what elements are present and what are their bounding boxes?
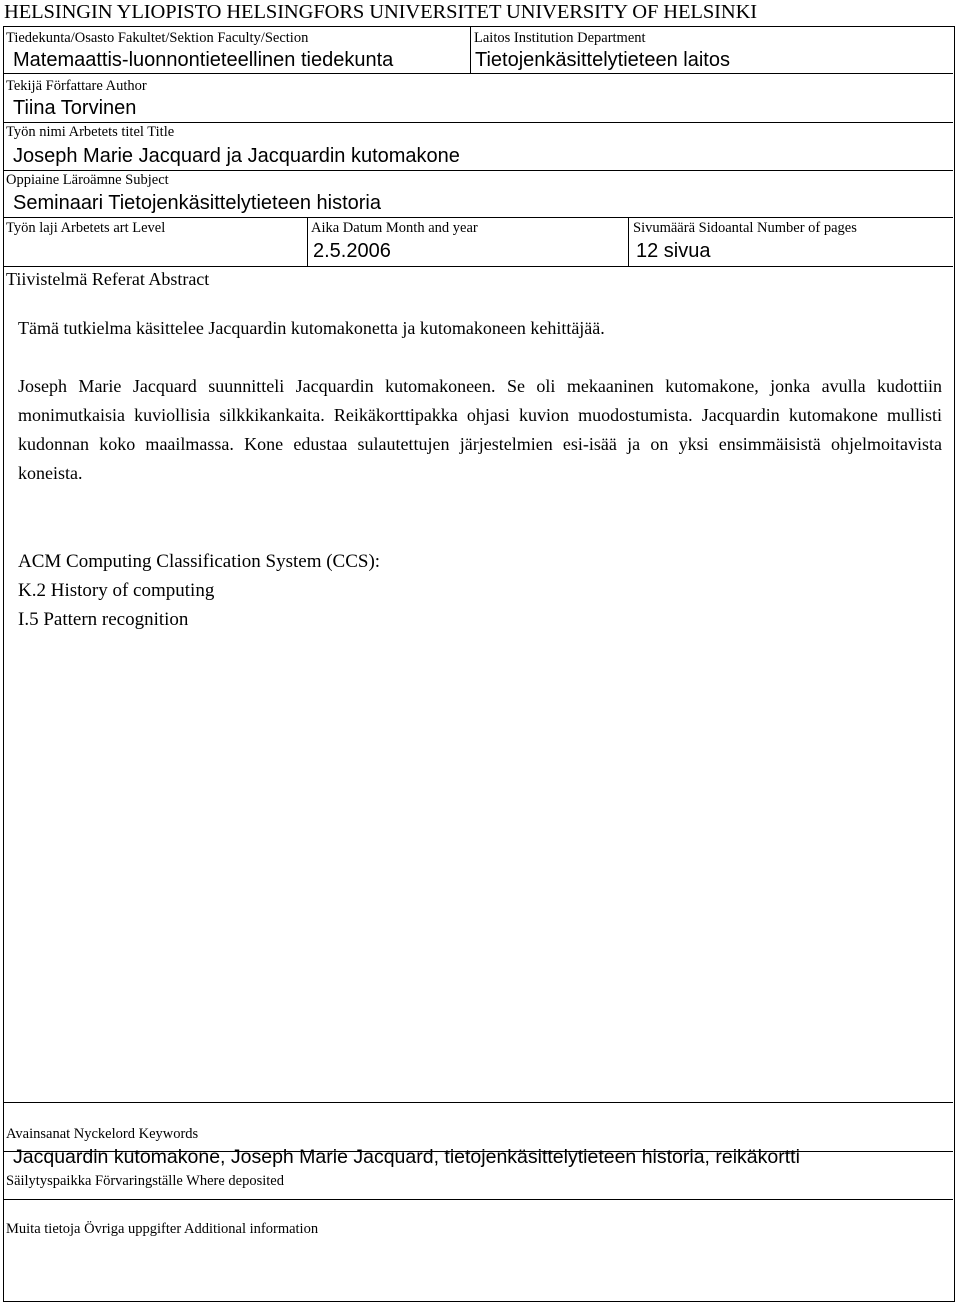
divider xyxy=(4,1199,953,1200)
thesis-abstract-form xyxy=(3,26,955,1302)
divider xyxy=(4,122,953,123)
divider xyxy=(4,217,953,218)
abstract-paragraph: Tämä tutkielma käsittelee Jacquardin kutomakonetta ja kutomakoneen kehittäjää. xyxy=(18,318,605,338)
divider xyxy=(4,73,953,74)
university-header: HELSINGIN YLIOPISTO HELSINGFORS UNIVERSITET UNIVERSITY OF HELSINKI xyxy=(4,1,758,23)
keywords-value: Jacquardin kutomakone, Joseph Marie Jacquard, tietojenkäsittelytieteen historia, reikäkortti xyxy=(13,1146,800,1168)
divider xyxy=(628,217,629,266)
institution-value: Tietojenkäsittelytieteen laitos xyxy=(475,49,730,71)
title-value: Joseph Marie Jacquard ja Jacquardin kutomakone xyxy=(13,145,460,167)
keywords-label: Avainsanat Nyckelord Keywords xyxy=(6,1126,199,1142)
level-label: Työn laji Arbetets art Level xyxy=(6,220,166,236)
title-label: Työn nimi Arbetets titel Title xyxy=(6,124,175,140)
deposited-label: Säilytyspaikka Förvaringställe Where deposited xyxy=(6,1173,284,1189)
abstract-paragraph: Joseph Marie Jacquard suunnitteli Jacquardin kutomakoneen. Se oli mekaaninen kutomakone, jonka avulla kudottiin monimutkaisia kuviollisia silkkikankaita. Reikäkorttipakka ohjasi kuvion muodostumista. Jacquardin kutomakone mullisti kudonnan koko maailmassa. Kone edustaa sulautettujen järjestelmien esi-isää ja on yksi ensimmäisistä ohjelmoitavista koneista. xyxy=(18,376,942,483)
author-label: Tekijä Författare Author xyxy=(6,78,147,94)
author-value: Tiina Torvinen xyxy=(13,97,137,119)
faculty-value: Matemaattis-luonnontieteellinen tiedekunta xyxy=(13,49,394,71)
faculty-label: Tiedekunta/Osasto Fakultet/Sektion Faculty/Section xyxy=(6,30,309,46)
divider xyxy=(4,170,953,171)
institution-label: Laitos Institution Department xyxy=(474,30,646,46)
ccs-heading: ACM Computing Classification System (CCS): xyxy=(18,551,381,572)
subject-value: Seminaari Tietojenkäsittelytieteen historia xyxy=(13,192,381,214)
divider xyxy=(4,266,953,267)
divider xyxy=(470,27,471,73)
pages-value: 12 sivua xyxy=(636,240,711,262)
pages-label: Sivumäärä Sidoantal Number of pages xyxy=(633,220,857,236)
abstract-label: Tiivistelmä Referat Abstract xyxy=(6,269,210,289)
date-value: 2.5.2006 xyxy=(313,240,391,262)
additional-info-label: Muita tietoja Övriga uppgifter Additional information xyxy=(6,1221,319,1237)
ccs-item: I.5 Pattern recognition xyxy=(18,609,189,630)
divider xyxy=(307,217,308,266)
subject-label: Oppiaine Läroämne Subject xyxy=(6,172,169,188)
ccs-item: K.2 History of computing xyxy=(18,580,215,601)
date-label: Aika Datum Month and year xyxy=(311,220,478,236)
divider xyxy=(4,1102,953,1103)
